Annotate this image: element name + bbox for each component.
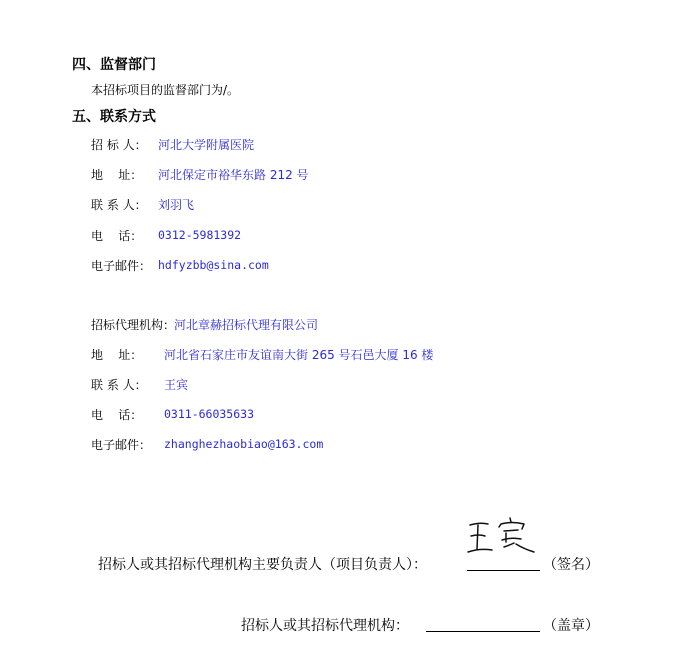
seal-line-label: 招标人或其招标代理机构：	[241, 618, 409, 634]
tenderer-name-label: 招 标 人：	[91, 138, 147, 152]
tenderer-address-label: 地 址：	[91, 168, 143, 182]
agent-phone-label: 电 话：	[91, 408, 143, 422]
tenderer-email-label: 电子邮件：	[91, 259, 152, 273]
tenderer-phone-label: 电 话：	[91, 229, 143, 243]
tenderer-phone: 0312-5981392	[158, 228, 242, 242]
agent-email-label: 电子邮件：	[91, 438, 152, 452]
tenderer-contact-label: 联 系 人：	[91, 198, 147, 212]
agent-name: 河北章赫招标代理有限公司	[174, 318, 319, 332]
tenderer-email[interactable]: hdfyzbb@sina.com	[158, 258, 269, 272]
seal-underline	[426, 631, 540, 632]
section-heading-contact: 五、联系方式	[72, 109, 156, 125]
agent-name-label: 招标代理机构：	[91, 318, 176, 332]
agent-email[interactable]: zhanghezhaobiao@163.com	[164, 437, 324, 451]
agent-contact: 王宾	[164, 378, 189, 392]
signature-suffix: （签名）	[543, 557, 599, 573]
agent-address-label: 地 址：	[91, 348, 143, 362]
section-heading-supervision: 四、监督部门	[72, 57, 156, 73]
supervision-text: 本招标项目的监督部门为/。	[91, 83, 240, 97]
tenderer-name: 河北大学附属医院	[158, 138, 255, 152]
signature-underline	[467, 570, 540, 571]
agent-contact-label: 联 系 人：	[91, 378, 147, 392]
agent-phone: 0311-66035633	[164, 407, 255, 421]
signature-line-label: 招标人或其招标代理机构主要负责人（项目负责人）：	[98, 557, 427, 573]
agent-address: 河北省石家庄市友谊南大街 265 号石邑大厦 16 楼	[164, 348, 434, 362]
tenderer-address: 河北保定市裕华东路 212 号	[158, 168, 309, 182]
handwritten-signature	[466, 516, 546, 568]
seal-suffix: （盖章）	[543, 618, 599, 634]
tenderer-contact: 刘羽飞	[158, 198, 195, 212]
